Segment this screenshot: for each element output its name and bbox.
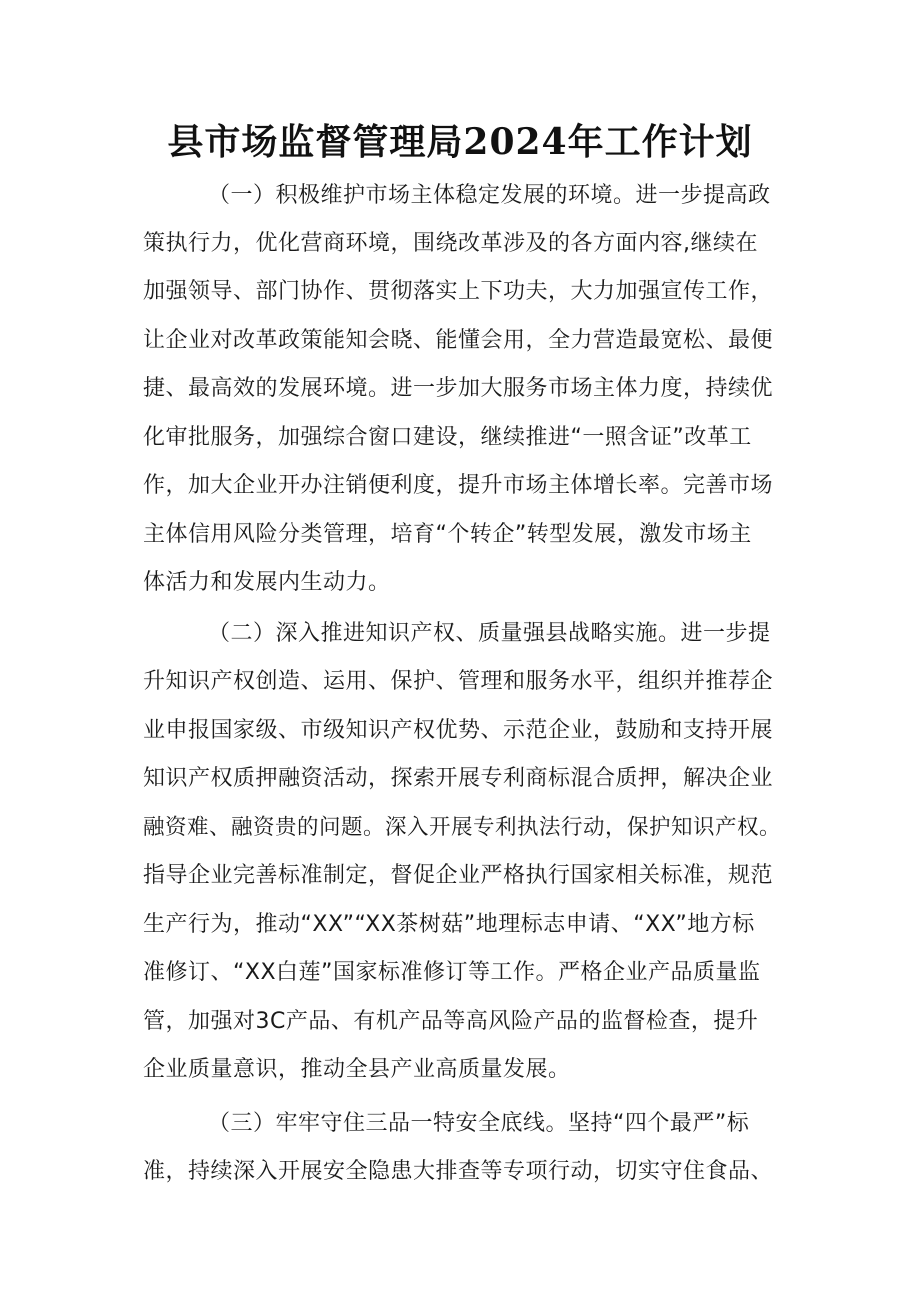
paragraph-line: 化审批服务，加强综合窗口建设，继续推进“一照含证”改革工 [143, 425, 752, 450]
paragraph-line: 准修订、“XX白莲”国家标准修订等工作。严格企业产品质量监 [143, 960, 761, 985]
paragraph-line: 企业质量意识，推动全县产业高质量发展。 [143, 1057, 571, 1082]
paragraph-line: （三）牢牢守住三品一特安全底线。坚持“四个最严”标 [208, 1111, 750, 1136]
paragraph-line: 准，持续深入开展安全隐患大排查等专项行动，切实守住食品、 [143, 1159, 774, 1184]
paragraph-line: 知识产权质押融资活动，探索开展专利商标混合质押，解决企业 [143, 766, 774, 791]
paragraph-line: 策执行力，优化营商环境，围绕改革涉及的各方面内容,继续在 [143, 231, 758, 256]
paragraph-line: 加强领导、部门协作、贯彻落实上下功夫，大力加强宣传工作， [143, 279, 774, 304]
document-title: 县市场监督管理局2024年工作计划 [167, 121, 753, 163]
paragraph-line: 指导企业完善标准制定，督促企业严格执行国家相关标准，规范 [143, 863, 774, 888]
paragraph-line: （一）积极维护市场主体稳定发展的环境。进一步提高政 [208, 183, 771, 208]
paragraph-line: 捷、最高效的发展环境。进一步加大服务市场主体力度，持续优 [143, 376, 774, 401]
paragraph-line: 主体信用风险分类管理，培育“个转企”转型发展，激发市场主 [143, 522, 752, 547]
paragraph-line: 让企业对改革政策能知会晓、能懂会用，全力营造最宽松、最便 [143, 328, 774, 353]
paragraph-line: 体活力和发展内生动力。 [143, 570, 391, 595]
paragraph-line: 升知识产权创造、运用、保护、管理和服务水平，组织并推荐企 [143, 669, 774, 694]
paragraph-line: 融资难、融资贵的问题。深入开展专利执法行动，保护知识产权。 [143, 815, 782, 840]
paragraph-line: （二）深入推进知识产权、质量强县战略实施。进一步提 [208, 621, 771, 646]
paragraph-line: 业申报国家级、市级知识产权优势、示范企业，鼓励和支持开展 [143, 718, 774, 743]
paragraph-line: 管，加强对3C产品、有机产品等高风险产品的监督检查，提升 [143, 1009, 759, 1034]
paragraph-line: 作，加大企业开办注销便利度，提升市场主体增长率。完善市场 [143, 473, 774, 498]
paragraph-line: 生产行为，推动“XX”“XX茶树菇”地理标志申请、“XX”地方标 [143, 912, 755, 937]
